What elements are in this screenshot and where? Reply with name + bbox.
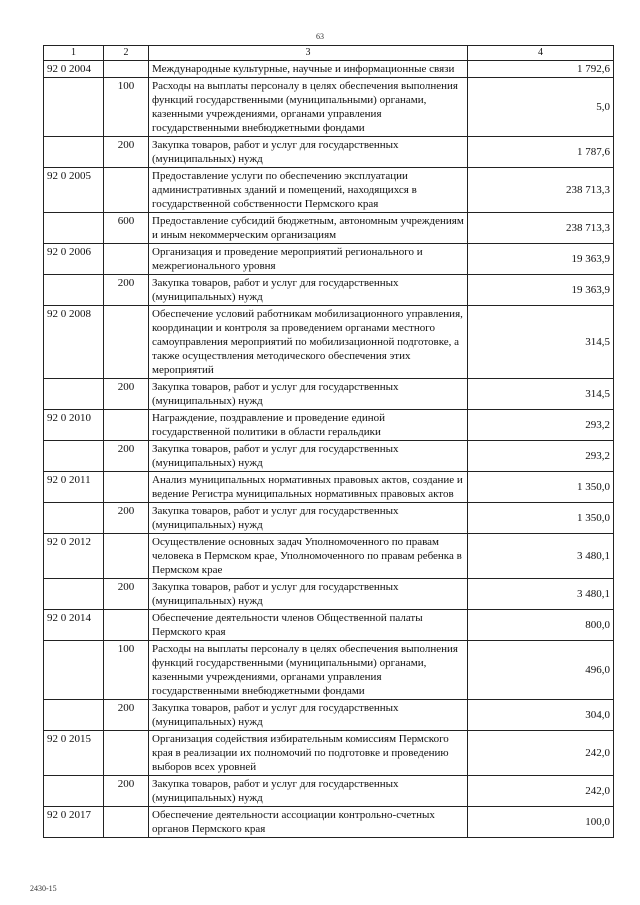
table-row — [44, 503, 614, 534]
expense-type-cell: 200 — [104, 379, 149, 410]
amount-cell: 19 363,9 — [468, 275, 614, 306]
amount-cell: 242,0 — [468, 776, 614, 807]
expense-type-cell: 200 — [104, 441, 149, 472]
classification-code-cell — [44, 213, 104, 244]
amount-cell: 496,0 — [468, 641, 614, 700]
amount-cell: 1 787,6 — [468, 137, 614, 168]
item-name-cell: Закупка товаров, работ и услуг для государственных (муниципальных) нужд — [149, 441, 468, 472]
item-name-cell: Анализ муниципальных нормативных правовых актов, создание и ведение Регистра муниципальных нормативных правовых актов — [149, 472, 468, 503]
amount-cell: 100,0 — [468, 807, 614, 838]
classification-code-cell — [44, 137, 104, 168]
expense-type-cell — [104, 244, 149, 275]
table-row — [44, 534, 614, 579]
classification-code-cell — [44, 579, 104, 610]
classification-code-cell: 92 0 2015 — [44, 731, 104, 776]
expense-type-cell — [104, 534, 149, 579]
expense-type-cell — [104, 306, 149, 379]
amount-cell: 293,2 — [468, 441, 614, 472]
classification-code-cell — [44, 700, 104, 731]
amount-cell: 293,2 — [468, 410, 614, 441]
expense-type-cell: 600 — [104, 213, 149, 244]
item-name-cell: Закупка товаров, работ и услуг для государственных (муниципальных) нужд — [149, 137, 468, 168]
classification-code-cell: 92 0 2012 — [44, 534, 104, 579]
table-row — [44, 78, 614, 137]
classification-code-cell — [44, 641, 104, 700]
classification-code-cell — [44, 503, 104, 534]
item-name-cell: Предоставление субсидий бюджетным, автономным учреждениям и иным некоммерческим организациям — [149, 213, 468, 244]
classification-code-cell — [44, 275, 104, 306]
item-name-cell: Расходы на выплаты персоналу в целях обеспечения выполнения функций государственными (муниципальными) органами, казенными учреждениями, органами управления государственными внебюджетными фондами — [149, 78, 468, 137]
header-cell-4: 4 — [468, 46, 614, 61]
item-name-cell: Осуществление основных задач Уполномоченного по правам человека в Пермском крае, Уполномоченного по правам ребенка в Пермском крае — [149, 534, 468, 579]
table-row — [44, 275, 614, 306]
amount-cell: 314,5 — [468, 379, 614, 410]
amount-cell: 242,0 — [468, 731, 614, 776]
amount-cell: 1 350,0 — [468, 472, 614, 503]
table-row — [44, 137, 614, 168]
item-name-cell: Организация содействия избирательным комиссиям Пермского края в реализации их полномочий по подготовке и проведению выборов всех уровней — [149, 731, 468, 776]
header-row — [44, 46, 614, 61]
table-row — [44, 379, 614, 410]
item-name-cell: Предоставление услуги по обеспечению эксплуатации административных зданий и помещений, находящихся в государственной собственности Пермского края — [149, 168, 468, 213]
header-cell-1: 1 — [44, 46, 104, 61]
table-row — [44, 168, 614, 213]
table-row — [44, 579, 614, 610]
amount-cell: 5,0 — [468, 78, 614, 137]
table-row — [44, 410, 614, 441]
expense-type-cell: 200 — [104, 700, 149, 731]
item-name-cell: Закупка товаров, работ и услуг для государственных (муниципальных) нужд — [149, 275, 468, 306]
table-row — [44, 700, 614, 731]
classification-code-cell — [44, 379, 104, 410]
expense-type-cell: 200 — [104, 137, 149, 168]
item-name-cell: Организация и проведение мероприятий регионального и межрегионального уровня — [149, 244, 468, 275]
expense-type-cell — [104, 610, 149, 641]
amount-cell: 314,5 — [468, 306, 614, 379]
item-name-cell: Закупка товаров, работ и услуг для государственных (муниципальных) нужд — [149, 579, 468, 610]
expense-type-cell — [104, 61, 149, 78]
amount-cell: 238 713,3 — [468, 168, 614, 213]
expense-type-cell: 200 — [104, 579, 149, 610]
classification-code-cell: 92 0 2005 — [44, 168, 104, 213]
footer-code: 2430-15 — [30, 884, 57, 893]
amount-cell: 304,0 — [468, 700, 614, 731]
classification-code-cell — [44, 441, 104, 472]
expense-type-cell — [104, 168, 149, 213]
table-row — [44, 244, 614, 275]
table-row — [44, 610, 614, 641]
amount-cell: 3 480,1 — [468, 579, 614, 610]
expense-type-cell — [104, 807, 149, 838]
table-row — [44, 61, 614, 78]
table-row — [44, 776, 614, 807]
item-name-cell: Закупка товаров, работ и услуг для государственных (муниципальных) нужд — [149, 700, 468, 731]
expense-type-cell: 100 — [104, 78, 149, 137]
classification-code-cell: 92 0 2006 — [44, 244, 104, 275]
table-row — [44, 472, 614, 503]
table-row — [44, 306, 614, 379]
item-name-cell: Закупка товаров, работ и услуг для государственных (муниципальных) нужд — [149, 379, 468, 410]
table-row — [44, 441, 614, 472]
expense-type-cell: 200 — [104, 776, 149, 807]
item-name-cell: Закупка товаров, работ и услуг для государственных (муниципальных) нужд — [149, 776, 468, 807]
expense-type-cell — [104, 731, 149, 776]
table-row — [44, 213, 614, 244]
expense-type-cell: 100 — [104, 641, 149, 700]
table-row — [44, 641, 614, 700]
classification-code-cell: 92 0 2017 — [44, 807, 104, 838]
amount-cell: 1 350,0 — [468, 503, 614, 534]
item-name-cell: Международные культурные, научные и информационные связи — [149, 61, 468, 78]
expense-type-cell — [104, 410, 149, 441]
classification-code-cell — [44, 78, 104, 137]
expense-type-cell — [104, 472, 149, 503]
amount-cell: 238 713,3 — [468, 213, 614, 244]
classification-code-cell: 92 0 2014 — [44, 610, 104, 641]
item-name-cell: Закупка товаров, работ и услуг для государственных (муниципальных) нужд — [149, 503, 468, 534]
amount-cell: 19 363,9 — [468, 244, 614, 275]
classification-code-cell: 92 0 2004 — [44, 61, 104, 78]
item-name-cell: Награждение, поздравление и проведение единой государственной политики в области геральдики — [149, 410, 468, 441]
classification-code-cell: 92 0 2008 — [44, 306, 104, 379]
page-number: 63 — [316, 32, 324, 41]
item-name-cell: Обеспечение условий работникам мобилизационного управления, координации и контроля за проведением органами местного самоуправления мероприятий по мобилизационной подготовке, а также осуществления методического обеспечения этих мероприятий — [149, 306, 468, 379]
classification-code-cell — [44, 776, 104, 807]
budget-table — [43, 45, 614, 838]
table-row — [44, 807, 614, 838]
amount-cell: 3 480,1 — [468, 534, 614, 579]
classification-code-cell: 92 0 2011 — [44, 472, 104, 503]
item-name-cell: Обеспечение деятельности членов Общественной палаты Пермского края — [149, 610, 468, 641]
amount-cell: 1 792,6 — [468, 61, 614, 78]
classification-code-cell: 92 0 2010 — [44, 410, 104, 441]
expense-type-cell: 200 — [104, 275, 149, 306]
header-cell-2: 2 — [104, 46, 149, 61]
table-row — [44, 731, 614, 776]
item-name-cell: Обеспечение деятельности ассоциации контрольно-счетных органов Пермского края — [149, 807, 468, 838]
header-cell-3: 3 — [149, 46, 468, 61]
item-name-cell: Расходы на выплаты персоналу в целях обеспечения выполнения функций государственными (муниципальными) органами, казенными учреждениями, органами управления государственными внебюджетными фондами — [149, 641, 468, 700]
expense-type-cell: 200 — [104, 503, 149, 534]
amount-cell: 800,0 — [468, 610, 614, 641]
